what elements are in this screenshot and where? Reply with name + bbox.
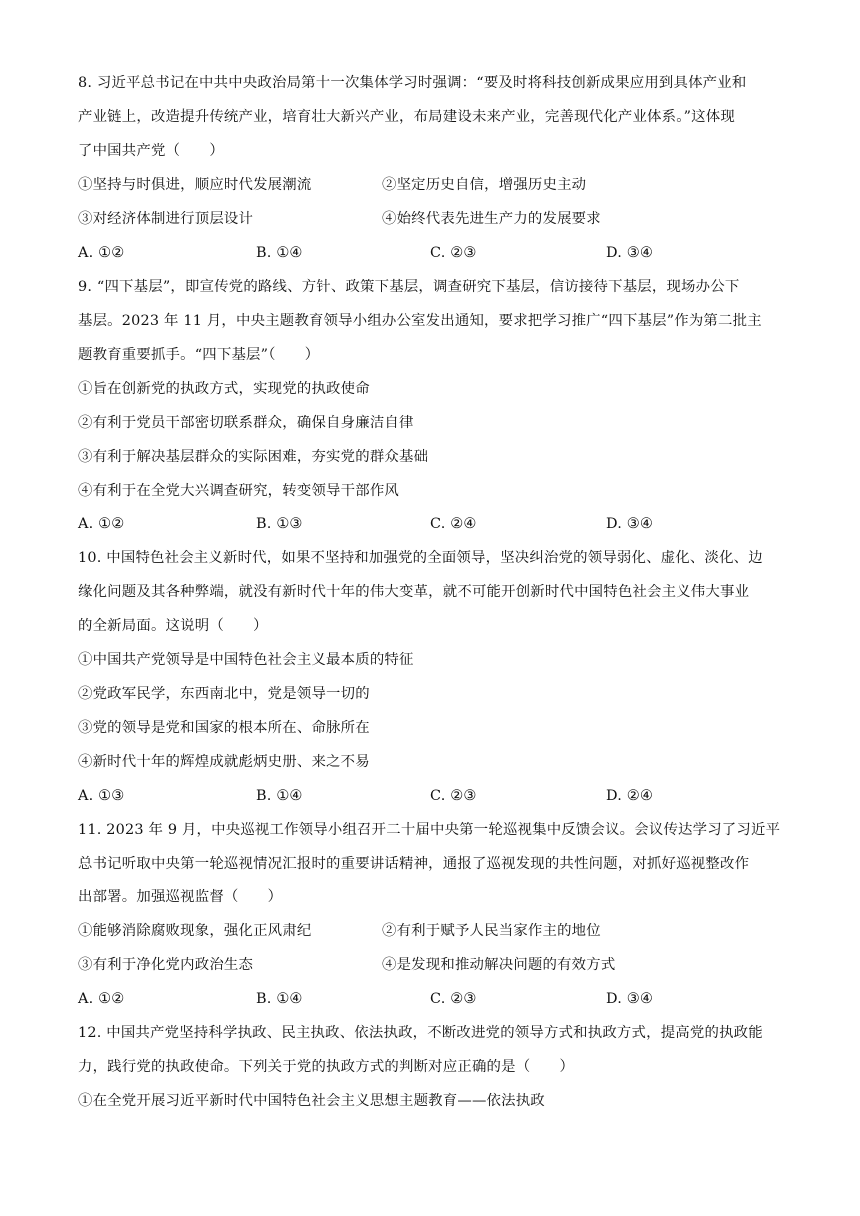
q10-stem-line-1: 10. 中国特色社会主义新时代，如果不坚持和加强党的全面领导，坚决纠治党的领导弱化、虚化、淡化、边 (78, 550, 763, 566)
q10-statement-3: ③党的领导是党和国家的根本所在、命脉所在 (78, 720, 370, 736)
q8-statement-2: ②坚定历史自信，增强历史主动 (382, 177, 587, 193)
q8-stem-line-2: 产业链上，改造提升传统产业，培育壮大新兴产业，布局建设未来产业，完善现代化产业体系。”这体现 (78, 109, 735, 125)
q11-option-d: D. ③④ (606, 991, 653, 1007)
q9-statement-2: ②有利于党员干部密切联系群众，确保自身廉洁自律 (78, 415, 414, 431)
q10-stem-line-2: 缘化问题及其各种弊端，就没有新时代十年的伟大变革，就不可能开创新时代中国特色社会主义伟大事业 (78, 584, 750, 600)
q9-option-d: D. ③④ (606, 516, 653, 532)
q12-stem-line-1: 12. 中国共产党坚持科学执政、民主执政、依法执政，不断改进党的领导方式和执政方式，提高党的执政能 (78, 1025, 763, 1041)
q10-statement-4: ④新时代十年的辉煌成就彪炳史册、来之不易 (78, 754, 370, 770)
q8-option-d: D. ③④ (606, 245, 653, 261)
q11-stem-line-3: 出部署。加强巡视监督（ ） (78, 889, 283, 905)
q8-statement-3: ③对经济体制进行顶层设计 (78, 211, 254, 227)
q9-option-c: C. ②④ (430, 516, 477, 532)
q11-statement-4: ④是发现和推动解决问题的有效方式 (382, 957, 616, 973)
q8-statement-1: ①坚持与时俱进，顺应时代发展潮流 (78, 177, 312, 193)
q10-option-c: C. ②③ (430, 788, 477, 804)
q8-statement-4: ④始终代表先进生产力的发展要求 (382, 211, 601, 227)
q11-stem-line-1: 11. 2023 年 9 月，中央巡视工作领导小组召开二十届中央第一轮巡视集中反馈会议。会议传达学习了习近平 (78, 822, 781, 838)
q8-stem-line-1: 8. 习近平总书记在中共中央政治局第十一次集体学习时强调：“要及时将科技创新成果应用到具体产业和 (78, 75, 747, 91)
q9-statement-3: ③有利于解决基层群众的实际困难，夯实党的群众基础 (78, 449, 429, 465)
q10-option-d: D. ②④ (606, 788, 653, 804)
q10-option-b: B. ①④ (256, 788, 303, 804)
q11-statement-3: ③有利于净化党内政治生态 (78, 957, 254, 973)
q11-option-b: B. ①④ (256, 991, 303, 1007)
q11-statement-2: ②有利于赋予人民当家作主的地位 (382, 923, 601, 939)
q9-stem-line-3: 题教育重要抓手。“四下基层”（ ） (78, 347, 320, 363)
q11-statement-1: ①能够消除腐败现象，强化正风肃纪 (78, 923, 312, 939)
q8-stem-line-3: 了中国共产党（ ） (78, 143, 224, 159)
q11-option-a: A. ①② (78, 991, 125, 1007)
q12-stem-line-2: 力，践行党的执政使命。下列关于党的执政方式的判断对应正确的是（ ） (78, 1059, 575, 1075)
q8-option-a: A. ①② (78, 245, 125, 261)
q8-option-c: C. ②③ (430, 245, 477, 261)
q9-stem-line-2: 基层。2023 年 11 月，中央主题教育领导小组办公室发出通知，要求把学习推广“四下基层”作为第二批主 (78, 313, 762, 329)
q10-statement-1: ①中国共产党领导是中国特色社会主义最本质的特征 (78, 652, 414, 668)
q11-option-c: C. ②③ (430, 991, 477, 1007)
q11-stem-line-2: 总书记听取中央第一轮巡视情况汇报时的重要讲话精神，通报了巡视发现的共性问题，对抓好巡视整改作 (78, 856, 750, 872)
q8-option-b: B. ①④ (256, 245, 303, 261)
q12-statement-1: ①在全党开展习近平新时代中国特色社会主义思想主题教育——依法执政 (78, 1093, 545, 1109)
q9-stem-line-1: 9. “四下基层”，即宣传党的路线、方针、政策下基层，调查研究下基层，信访接待下基层，现场办公下 (78, 279, 740, 295)
q10-option-a: A. ①③ (78, 788, 125, 804)
q9-option-a: A. ①② (78, 516, 125, 532)
q9-option-b: B. ①③ (256, 516, 303, 532)
q10-statement-2: ②党政军民学，东西南北中，党是领导一切的 (78, 686, 370, 702)
q9-statement-1: ①旨在创新党的执政方式，实现党的执政使命 (78, 381, 370, 397)
q9-statement-4: ④有利于在全党大兴调查研究，转变领导干部作风 (78, 483, 399, 499)
q10-stem-line-3: 的全新局面。这说明（ ） (78, 618, 268, 634)
